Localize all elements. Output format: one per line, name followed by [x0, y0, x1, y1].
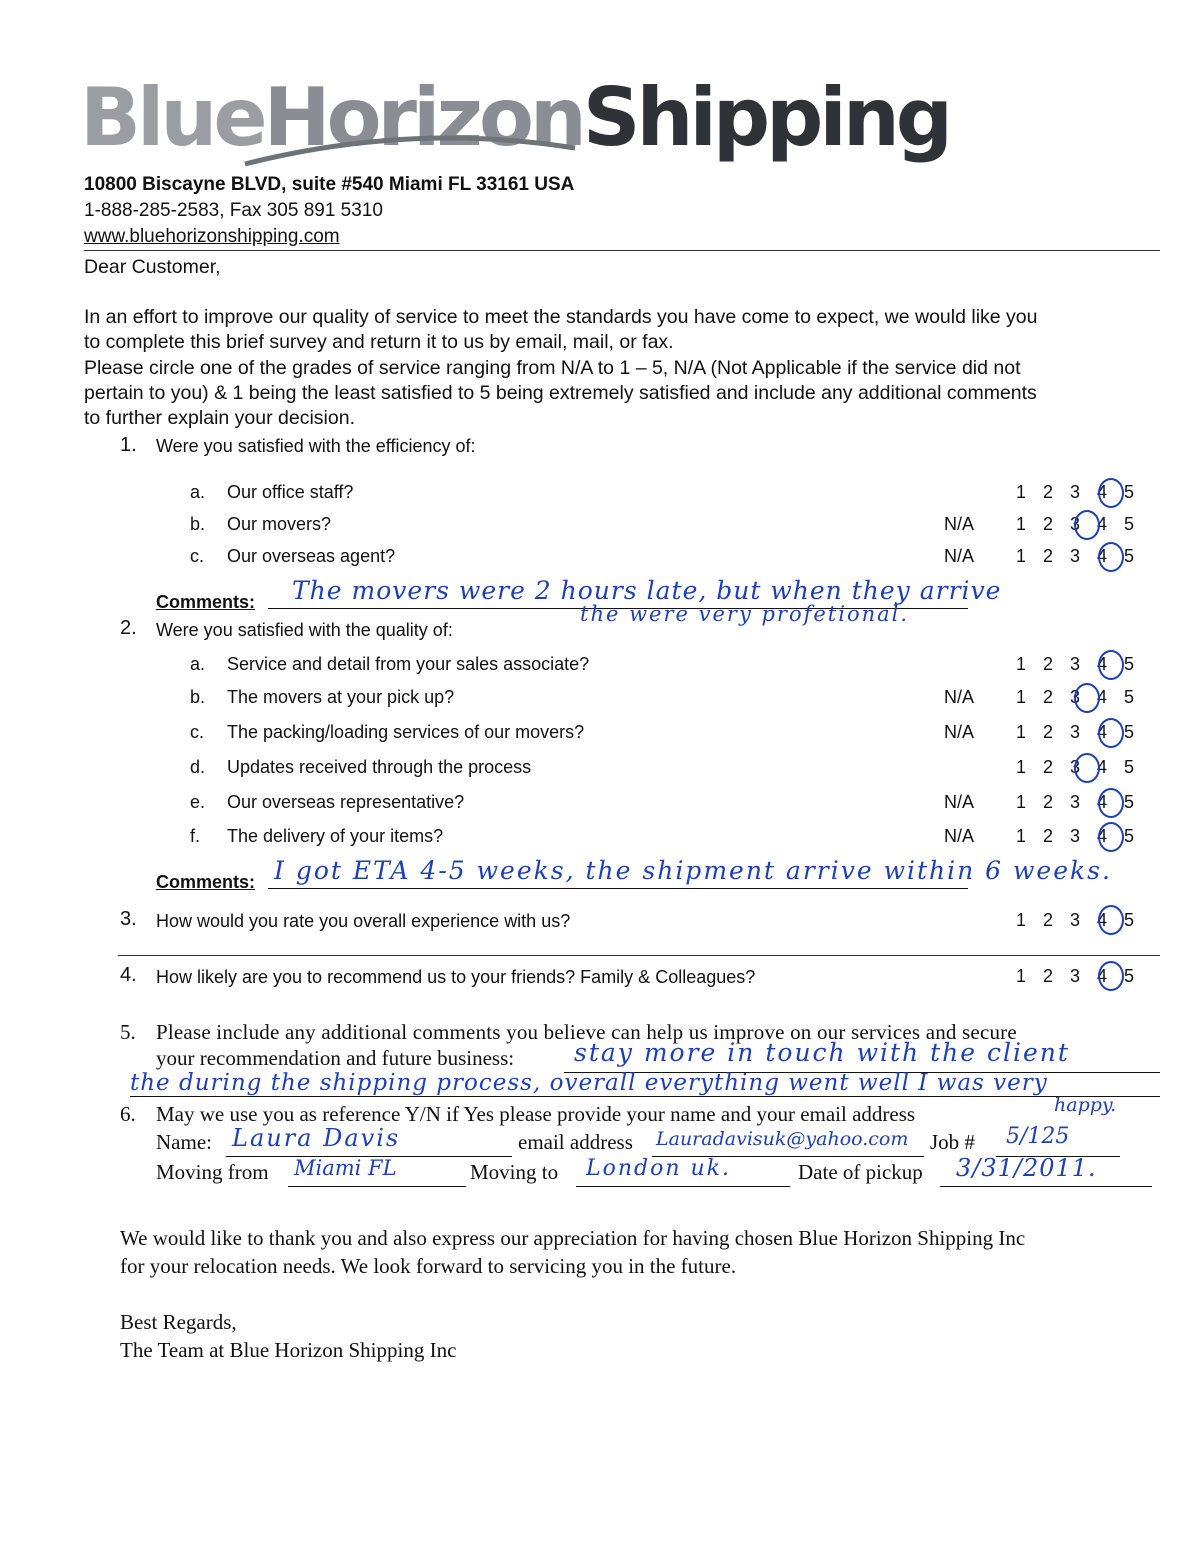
q2a-letter: a. — [190, 654, 206, 674]
q2e-letter: e. — [190, 792, 206, 812]
q2f-letter: f. — [190, 826, 201, 846]
q2b-letter: b. — [190, 687, 206, 707]
q2b-selected-circle — [1074, 683, 1100, 713]
q1b-na[interactable]: N/A — [944, 514, 975, 534]
logo-horizon-arc — [240, 128, 580, 168]
closing-line2: for your relocation needs. We look forward to servicing you in the future. — [120, 1254, 737, 1278]
q5-answer-line2[interactable]: the during the shipping process, overall everything went well I was very — [130, 1070, 1048, 1096]
q6-email-label: email address — [518, 1130, 633, 1154]
q1b-letter: b. — [190, 514, 206, 534]
q2-number: 2. — [120, 617, 137, 639]
intro-para2-line1: Please circle one of the grades of service ranging from N/A to 1 – 5, N/A (Not Applicable if the service did not — [84, 357, 1021, 379]
logo-text-shipping: Shipping — [582, 71, 950, 164]
q4-text: How likely are you to recommend us to your friends? Family & Colleagues? — [156, 967, 756, 987]
q3-rating-scale[interactable]: 1 2 3 4 5 — [1016, 910, 1141, 930]
q6-text: May we use you as reference Y/N if Yes please provide your name and your email address — [156, 1102, 916, 1126]
q2-comment-line1[interactable]: I got ETA 4-5 weeks, the shipment arrive within 6 weeks. — [274, 856, 1112, 885]
logo-text-horizon: Horizon — [263, 71, 583, 164]
q1b-rating-scale[interactable]: 1 2 3 4 5 — [1016, 514, 1141, 534]
q5-line2: your recommendation and future business: — [156, 1046, 515, 1070]
q3-divider — [118, 955, 1160, 956]
q2-comments-label: Comments: — [156, 872, 256, 892]
intro-para1-line2: to complete this brief survey and return it to us by email, mail, or fax. — [84, 331, 674, 353]
q6-to-value[interactable]: London uk. — [586, 1156, 732, 1181]
q2f-text: The delivery of your items? — [227, 826, 444, 846]
q2c-rating-scale[interactable]: 1 2 3 4 5 — [1016, 722, 1141, 742]
closing-team: The Team at Blue Horizon Shipping Inc — [120, 1338, 457, 1362]
q5-answer-underline2 — [130, 1096, 1160, 1097]
q1c-rating-scale[interactable]: 1 2 3 4 5 — [1016, 546, 1141, 566]
q6-from-underline — [288, 1186, 466, 1187]
closing-regards: Best Regards, — [120, 1310, 237, 1334]
q6-to-underline — [576, 1186, 790, 1187]
q5-number: 5. — [120, 1020, 136, 1044]
q4-rating-scale[interactable]: 1 2 3 4 5 — [1016, 966, 1141, 986]
q1b-text: Our movers? — [227, 514, 332, 534]
q1c-selected-circle — [1098, 542, 1124, 572]
q2-text: Were you satisfied with the quality of: — [156, 620, 453, 640]
q2a-text: Service and detail from your sales associate? — [227, 654, 590, 674]
q2c-text: The packing/loading services of our movers? — [227, 722, 585, 742]
q2e-text: Our overseas representative? — [227, 792, 465, 812]
q6-date-label: Date of pickup — [798, 1160, 923, 1184]
q6-from-label: Moving from — [156, 1160, 269, 1184]
q5-line1: Please include any additional comments you believe can help us improve on our services and secure — [156, 1020, 1017, 1044]
q2f-na[interactable]: N/A — [944, 826, 975, 846]
q1a-letter: a. — [190, 482, 206, 502]
q4-selected-circle — [1098, 961, 1124, 991]
intro-para1-line1: In an effort to improve our quality of service to meet the standards you have come to expect, we would like you — [84, 306, 1038, 328]
q6-date-underline — [940, 1186, 1152, 1187]
q2e-na[interactable]: N/A — [944, 792, 975, 812]
q1b-selected-circle — [1074, 510, 1100, 540]
q6-job-value[interactable]: 5/125 — [1006, 1124, 1070, 1149]
q1a-text: Our office staff? — [227, 482, 354, 502]
q5-answer-line1[interactable]: stay more in touch with the client — [574, 1038, 1070, 1067]
header-divider — [84, 250, 1160, 251]
q6-name-value[interactable]: Laura Davis — [232, 1124, 401, 1152]
q2c-na[interactable]: N/A — [944, 722, 975, 742]
q2a-rating-scale[interactable]: 1 2 3 4 5 — [1016, 654, 1141, 674]
website-link[interactable]: www.bluehorizonshipping.com — [84, 226, 340, 247]
q6-name-label: Name: — [156, 1130, 212, 1154]
q2e-selected-circle — [1098, 788, 1124, 818]
q1-comment-line1[interactable]: The movers were 2 hours late, but when they arrive — [292, 576, 1002, 605]
intro-para2-line3: to further explain your decision. — [84, 407, 355, 429]
q6-date-value[interactable]: 3/31/2011. — [956, 1154, 1097, 1182]
q6-email-value[interactable]: Lauradavisuk@yahoo.com — [656, 1128, 909, 1150]
q1c-letter: c. — [190, 546, 205, 566]
q2c-selected-circle — [1098, 718, 1124, 748]
q2c-letter: c. — [190, 722, 205, 742]
q2f-rating-scale[interactable]: 1 2 3 4 5 — [1016, 826, 1141, 846]
q2f-selected-circle — [1098, 822, 1124, 852]
logo-text-blue: Blue — [80, 71, 264, 164]
q3-text: How would you rate you overall experience with us? — [156, 911, 571, 931]
q6-to-label: Moving to — [470, 1160, 559, 1184]
intro-para2-line2: pertain to you) & 1 being the least satisfied to 5 being extremely satisfied and include any additional comments — [84, 382, 1037, 404]
q3-selected-circle — [1098, 905, 1124, 935]
q1a-selected-circle — [1098, 478, 1124, 508]
q2d-rating-scale[interactable]: 1 2 3 4 5 — [1016, 757, 1141, 777]
q1c-na[interactable]: N/A — [944, 546, 975, 566]
q1-comments-label: Comments: — [156, 592, 256, 612]
q1-comment-line2[interactable]: the were very profetional. — [580, 602, 910, 626]
q6-job-label: Job # — [930, 1130, 975, 1154]
q1-text: Were you satisfied with the efficiency of: — [156, 436, 476, 456]
q6-number: 6. — [120, 1102, 136, 1126]
q4-number: 4. — [120, 964, 137, 986]
address-line-2: 1-888-285-2583, Fax 305 891 5310 — [84, 200, 383, 221]
q1c-text: Our overseas agent? — [227, 546, 396, 566]
q2b-na[interactable]: N/A — [944, 687, 975, 707]
q1-number: 1. — [120, 434, 137, 456]
q2e-rating-scale[interactable]: 1 2 3 4 5 — [1016, 792, 1141, 812]
q2b-text: The movers at your pick up? — [227, 687, 455, 707]
q2d-selected-circle — [1074, 753, 1100, 783]
q2b-rating-scale[interactable]: 1 2 3 4 5 — [1016, 687, 1141, 707]
q2d-text: Updates received through the process — [227, 757, 532, 777]
q2d-letter: d. — [190, 757, 206, 777]
closing-line1: We would like to thank you and also express our appreciation for having chosen Blue Horizon Shipping Inc — [120, 1226, 1026, 1250]
q6-from-value[interactable]: Miami FL — [294, 1156, 397, 1180]
q2a-selected-circle — [1098, 650, 1124, 680]
address-line-1: 10800 Biscayne BLVD, suite #540 Miami FL 33161 USA — [84, 174, 575, 195]
q3-number: 3. — [120, 908, 137, 930]
salutation: Dear Customer, — [84, 256, 221, 278]
q2-comment-underline — [268, 888, 968, 889]
q5-answer-line3[interactable]: happy. — [1054, 1094, 1117, 1116]
q1a-rating-scale[interactable]: 1 2 3 4 5 — [1016, 482, 1141, 502]
